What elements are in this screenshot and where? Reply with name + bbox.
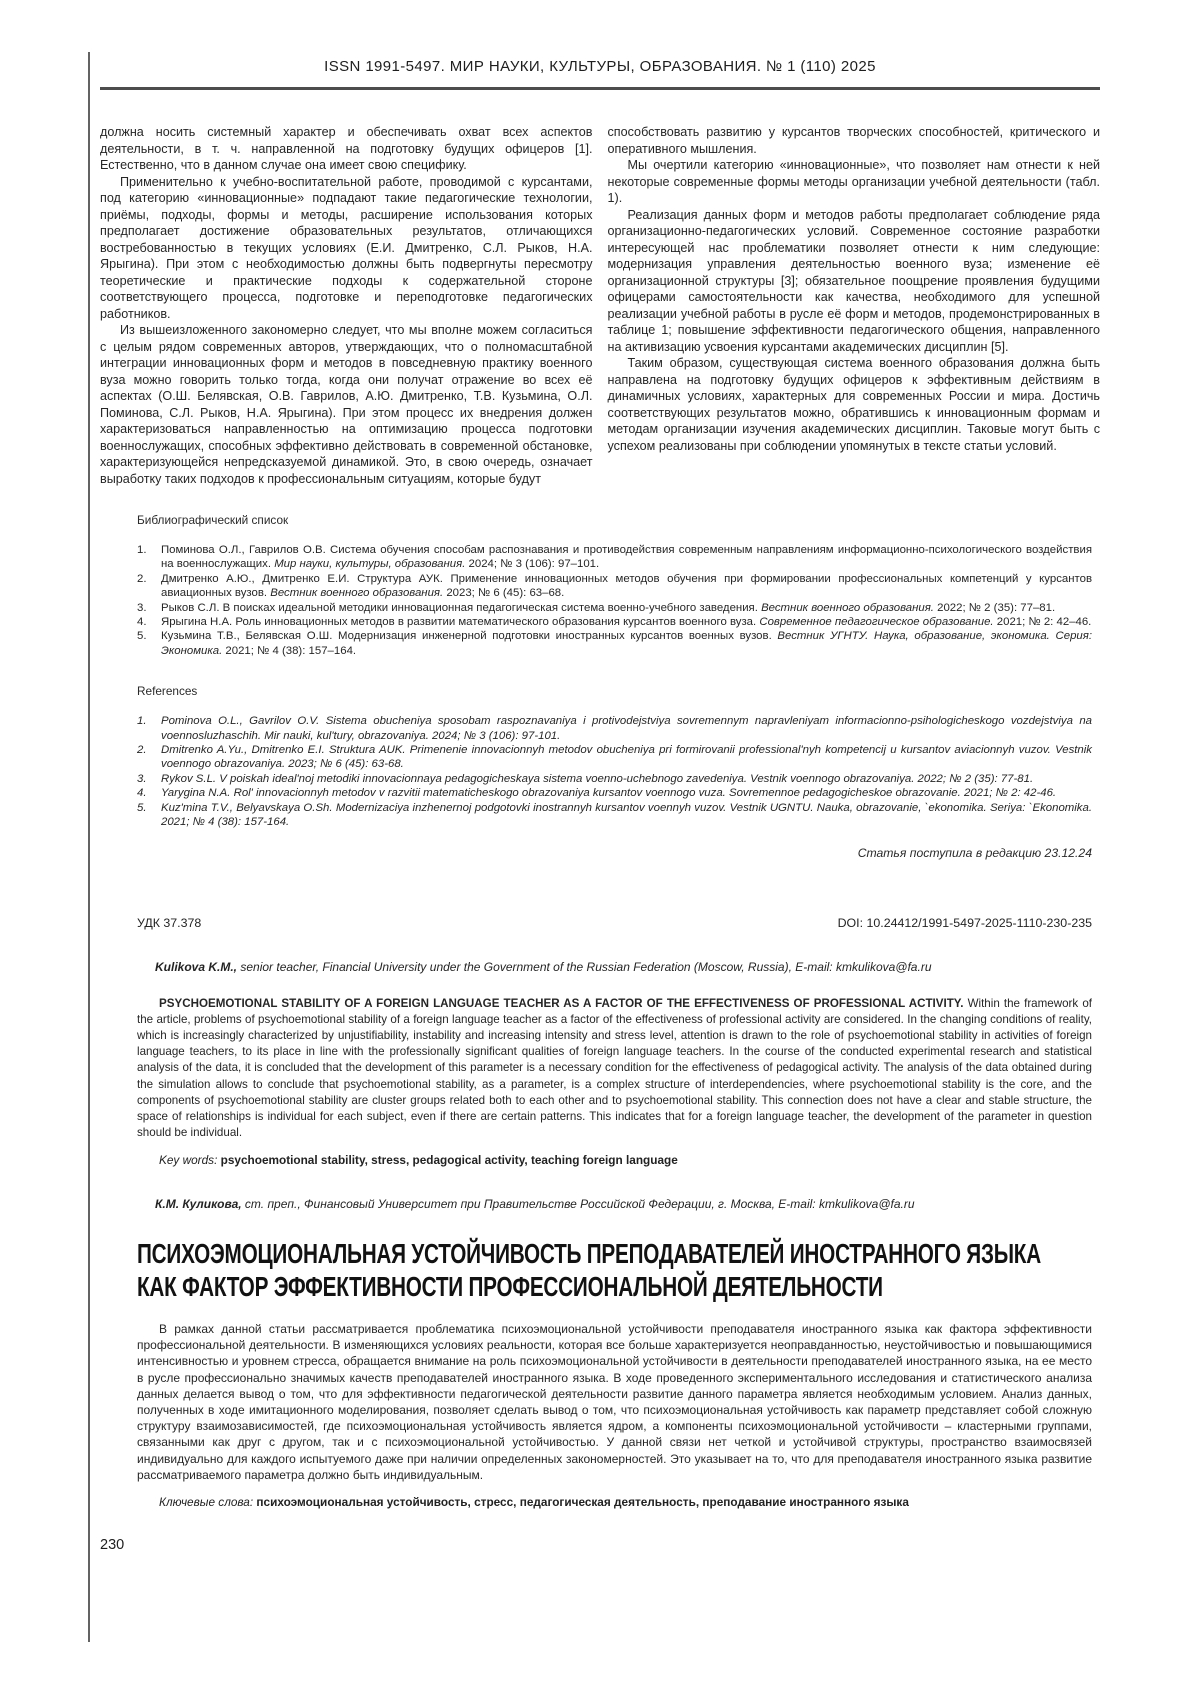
reference-item: 3. Rykov S.L. V poiskah ideal'noj metodiki innovacionnaya pedagogicheskaya sistema voenno-uchebnogo zavedeniya. Vestnik voennogo obrazovaniya. 2022; № 2 (35): 77-81. [137, 772, 1034, 785]
item-number: 5. [137, 801, 147, 814]
journal-header: ISSN 1991-5497. МИР НАУКИ, КУЛЬТУРЫ, ОБРАЗОВАНИЯ. № 1 (110) 2025 [324, 58, 876, 75]
paragraph: Таким образом, существующая система военного образования должна быть направлена на подготовку будущих офицеров к эффективным действиям в динамичных условиях, характерных для современных России и мира. Достичь соответствующих результатов можно, обратившись к инновационным формам и методам организации изучения академических дисциплин. Таковые могут быть с успехом реализованы при соблюдении упомянутых в тексте статьи условий. [607, 356, 1100, 453]
keywords-ru: Ключевые слова: психоэмоциональная устойчивость, стресс, педагогическая деятельность, преподавание иностранного языка [159, 1494, 909, 1509]
item-number: 5. [137, 630, 147, 643]
article-meta-row [137, 916, 1092, 930]
paragraph: должна носить системный характер и обеспечивать охват всех аспектов деятельности, в т. ч. направленной на подготовку будущих офицеров [1]. Естественно, что в данном случае она имеет свою специфику. [100, 125, 593, 172]
item-number: 2. [137, 572, 147, 585]
bibliography-item: 3. Рыков С.Л. В поисках идеальной методики инновационная педагогическая система военно-учебного заведения. Вестник военного образования. 2022; № 2 (35): 77–81. [137, 601, 1056, 614]
bibliography-list [137, 543, 1092, 658]
author-affiliation-ru: К.М. Куликова, ст. преп., Финансовый Университет при Правительстве Российской Федерации, г. Москва, E-mail: kmkulikova@fa.ru [155, 1196, 915, 1211]
item-number: 1. [137, 544, 147, 556]
article-title-line: ПСИХОЭМОЦИОНАЛЬНАЯ УСТОЙЧИВОСТЬ ПРЕПОДАВАТЕЛЕЙ ИНОСТРАННОГО ЯЗЫКА [137, 1237, 1041, 1269]
bibliography-item: 5. Кузьмина Т.В., Белявская О.Ш. Модернизация инженерной подготовки иностранных курсантов военных вузов. Вестник УГНТУ. Наука, образование, экономика. Серия: Экономика. 2021; № 4 (38): 157–164. [137, 630, 1092, 657]
article-body-columns [100, 124, 1100, 487]
scan-fold-artifact [88, 52, 90, 1642]
item-number: 1. [137, 715, 147, 728]
paragraph: Применительно к учебно-воспитательной работе, проводимой с курсантами, под категорию «инновационные» подпадают такие педагогические технологии, приёмы, подходы, формы и методы, расширение использования которых предполагает достижение образовательных результатов, отличающихся востребованностью в текущих условиях (Е.И. Дмитренко, С.Л. Рыков, Н.А. Ярыгина). При этом с необходимостью должны быть подвергнуты пересмотру теоретические и практические подходы к содержательной стороне соответствующего процесса, подготовке и переподготовке педагогических работников. [100, 174, 593, 321]
reference-item: 4. Yarygina N.A. Rol' innovacionnyh metodov v razvitii matematicheskogo obrazovaniya kursantov voennogo vuza. Sovremennoe pedagogicheskoe obrazovanie. 2021; № 2: 42-46. [137, 787, 1057, 800]
reference-item: 5. Kuz'mina T.V., Belyavskaya O.Sh. Modernizaciya inzhenernoj podgotovki inostrannyh kursantov voennyh vuzov. Vestnik UGNTU. Nauka, obrazovanie, `ekonomika. Seriya: `Ekonomika. 2021; № 4 (38): 157-164. [137, 801, 1092, 829]
author-name-ru: К.М. Куликова, [155, 1196, 242, 1211]
article-title-line: КАК ФАКТОР ЭФФЕКТИВНОСТИ ПРОФЕССИОНАЛЬНОЙ ДЕЯТЕЛЬНОСТИ [137, 1270, 883, 1302]
article-column-left [100, 124, 593, 487]
item-number: 3. [137, 772, 147, 785]
bibliography-item: 2. Дмитренко А.Ю., Дмитренко Е.И. Структура АУК. Применение инновационных методов обучения при формировании профессиональных компетенций у курсантов авиационных вузов. Вестник военного образования. 2023; № 6 (45): 63–68. [137, 572, 1092, 600]
bibliography-item: 1. Поминова О.Л., Гаврилов О.В. Система обучения способам распознавания и противодействия современным направлениям информационно-психологического воздействия на военнослужащих. Мир науки, культуры, образования. 2024; № 3 (106): 97–101. [137, 544, 1092, 571]
abstract-en: PSYCHOEMOTIONAL STABILITY OF A FOREIGN LANGUAGE TEACHER AS A FACTOR OF THE EFFECTIVENESS OF PROFESSIONAL ACTIVITY. Within the framework of the article, problems of psychoemotional stability of a foreign language teacher as a factor of the effectiveness of professional activity are considered. In the changing conditions of reality, which is increasingly characterized by unjustifiability, instability and increasing intensity and stress level, attention is drawn to the role of psychoemotional stability in activities of foreign language teachers, to its place in line with the professionally significant qualities of foreign language teachers. In the course of the conducted experimental research and statistical analysis of the data, it is concluded that the development of this parameter is a necessary condition for the effectiveness of pedagogical activity. The analysis of the data obtained during the simulation allows to conclude that psychoemotional stability, as a parameter, is a complex structure of interdependencies, where psychoemotional stability is the core, and the components of psychoemotional stability are cluster groups related both to each other and to psychoemotional stability. This connection does not have a clear and stable structure, the space of relationships is individual for each subject, even if there are certain patterns. This indicates that for a foreign language teacher, the development of the parameter in question should be individual. [137, 996, 1092, 1140]
paragraph: Реализация данных форм и методов работы предполагает соблюдение ряда организационно-педагогических условий. Современное состояние разработки интересующей нас проблематики позволяет отнести к ним следующие: модернизация управления деятельностью военного вуза; изменение её организационной структуры [3]; обязательное поощрение проявления будущими офицерами самостоятельности как качества, необходимого для успешной реализации учебной работы в русле её форм и методов, продемонстрированных в таблице 1; повышение эффективности педагогического общения, направленного на активизацию усвоения курсантами академических дисциплин [5]. [607, 207, 1100, 354]
references-list [137, 714, 1092, 829]
abstract-title-en: PSYCHOEMOTIONAL STABILITY OF A FOREIGN LANGUAGE TEACHER AS A FACTOR OF THE EFFECTIVENESS OF PROFESSIONAL ACTIVITY. [159, 996, 964, 1010]
udk-code: УДК 37.378 [137, 915, 202, 930]
item-number: 3. [137, 601, 147, 614]
page-number: 230 [100, 1536, 125, 1553]
doi-code: DOI: 10.24412/1991-5497-2025-1110-230-235 [837, 915, 1092, 930]
reference-item: 2. Dmitrenko A.Yu., Dmitrenko E.I. Struktura AUK. Primenenie innovacionnyh metodov obucheniya pri formirovanii professional'nyh kompetencij u kursantov aviacionnyh vuzov. Vestnik voennogo obrazovaniya. 2023; № 6 (45): 63-68. [137, 744, 1092, 771]
references-heading: References [137, 684, 198, 699]
bibliography-heading: Библиографический список [137, 513, 289, 527]
author-affiliation-en: Kulikova K.M., senior teacher, Financial University under the Government of the Russian Federation (Moscow, Russia), E-mail: kmkulikova@fa.ru [155, 959, 932, 974]
received-date-line: Статья поступила в редакцию 23.12.24 [857, 845, 1092, 860]
abstract-ru: В рамках данной статьи рассматривается проблематика психоэмоциональной устойчивости преподавателя иностранного языка как фактора эффективности профессиональной деятельности. В изменяющихся условиях реальности, которая все больше характеризуется неоправданностью, неустойчивостью и повышающимися интенсивностью и уровнем стресса, обращается внимание на роль психоэмоциональной устойчивости в деятельности преподавателей иностранного языка, на ее место в русле профессионально значимых качеств преподавателей иностранного языка. В ходе проведенного экспериментального исследования и статистического анализа данных делается вывод о том, что для эффективности педагогической деятельности развитие данного параметра является необходимым условием. Анализ данных, полученных в ходе имитационного моделирования, позволяет сделать вывод о том, что психоэмоциональная устойчивость как параметр представляет собой сложную структуру взаимозависимостей, где психоэмоциональная устойчивость является ядром, а компоненты психоэмоциональной устойчивости – кластерными группами, связанными как друг с другом, так и с психоэмоциональной устойчивостью. У данной связи нет четкой и устойчивой структуры, пространство взаимосвязей индивидуально для каждого испытуемого даже при наличии определенных закономерностей. Это указывает на то, что для преподавателя иностранного языка развитие рассматриваемого параметра должно быть индивидуальным. [137, 1321, 1092, 1482]
article-title-ru [137, 1237, 1092, 1303]
paragraph: Из вышеизложенного закономерно следует, что мы вполне можем согласиться с целым рядом современных авторов, утверждающих, что о полномасштабной интеграции инновационных форм и методов в повседневную практику военного вуза можно говорить только тогда, когда они получат отражение во всех её аспектах (О.Ш. Белявская, О.В. Гаврилов, А.Ю. Дмитренко, Т.В. Кузьмина, О.Л. Поминова, С.Л. Рыков, Н.А. Ярыгина). При этом процесс их внедрения должен характеризоваться направленностью на оптимизацию процесса подготовки военнослужащих, способных эффективно действовать в современной обстановке, характеризующейся непредсказуемой динамикой. Это, в свою очередь, означает выработку таких подходов к профессиональным ситуациям, которые будут [100, 323, 593, 486]
paragraph: способствовать развитию у курсантов творческих способностей, критического и оперативного мышления. [607, 125, 1100, 156]
item-number: 2. [137, 744, 147, 757]
keywords-en: Key words: psychoemotional stability, stress, pedagogical activity, teaching foreign language [159, 1152, 678, 1167]
paragraph: Мы очертили категорию «инновационные», что позволяет нам отнести к ней некоторые современные формы методы организации учебной деятельности (табл. 1). [607, 158, 1100, 205]
header-rule [100, 87, 1100, 90]
author-name-en: Kulikova K.M., [155, 959, 238, 974]
bibliography-item: 4. Ярыгина Н.А. Роль инновационных методов в развитии математического образования курсантов военного вуза. Современное педагогическое образование. 2021; № 2: 42–46. [137, 616, 1092, 629]
reference-item: 1. Pominova O.L., Gavrilov O.V. Sistema obucheniya sposobam raspoznavaniya i protivodejstviya sovremennym napravleniyam informacionno-psihologicheskogo vozdejstviya na voennosluzhaschih. Mir nauki, kul'tury, obrazovaniya. 2024; № 3 (106): 97-101. [137, 715, 1092, 742]
bibliography-section [137, 513, 1092, 1509]
item-number: 4. [137, 616, 147, 629]
item-number: 4. [137, 787, 147, 800]
article-column-right [608, 124, 1101, 487]
